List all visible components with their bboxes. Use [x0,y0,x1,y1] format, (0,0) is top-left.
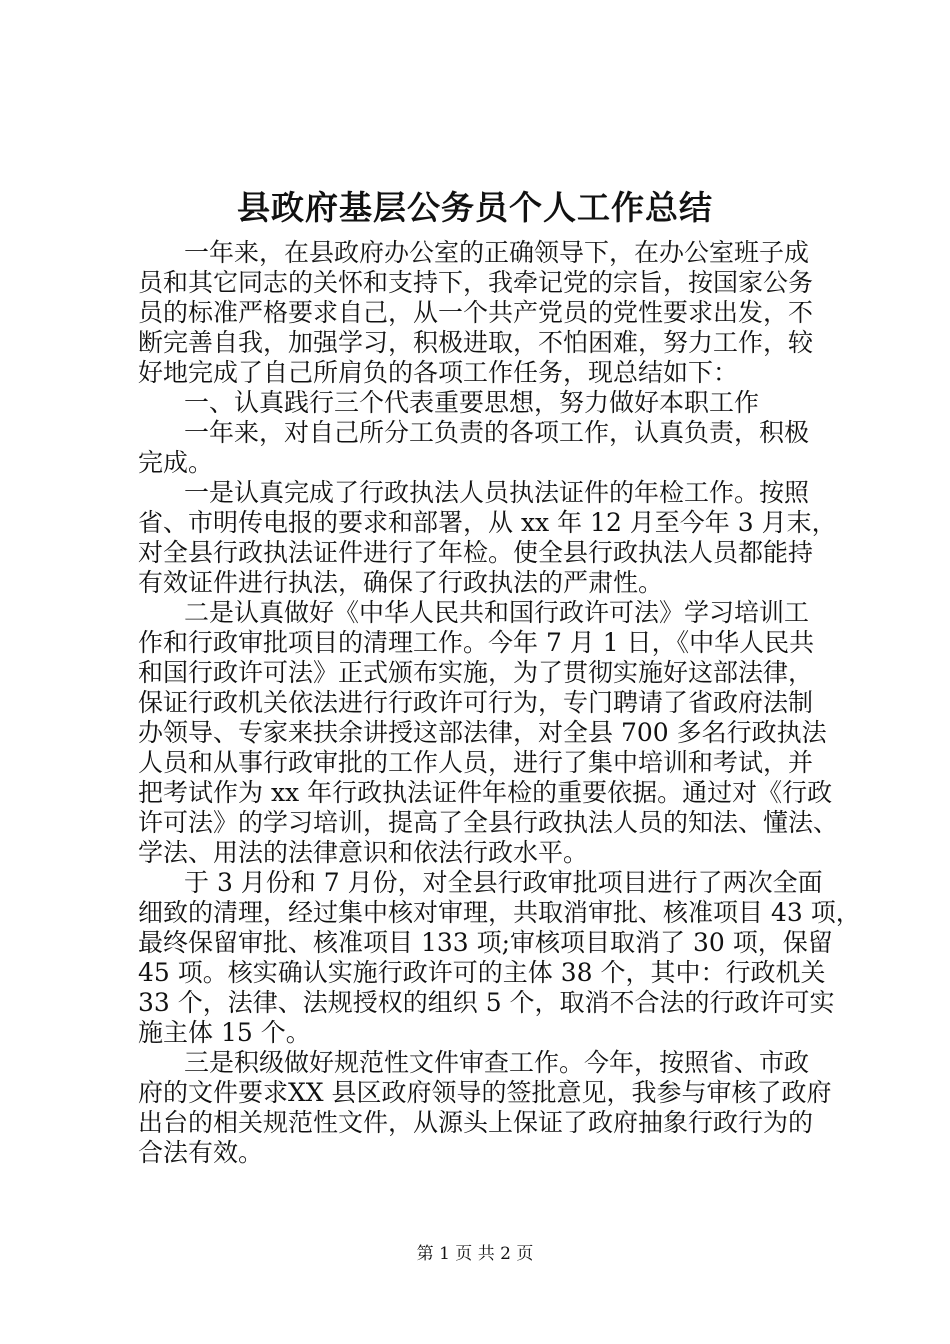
text-line: 断完善自我，加强学习，积极进取，不怕困难，努力工作，较 [138,328,814,357]
document-title: 县政府基层公务员个人工作总结 [237,188,713,227]
text-line: 施主体 15 个。 [138,1018,311,1047]
text-line: 一是认真完成了行政执法人员执法证件的年检工作。按照 [184,478,810,507]
text-line: 出台的相关规范性文件，从源头上保证了政府抽象行政行为的 [138,1108,814,1137]
text-line: 最终保留审批、核准项目 133 项;审核项目取消了 30 项，保留 [138,928,833,957]
text-line: 许可法》的学习培训，提高了全县行政执法人员的知法、懂法、 [138,808,839,837]
text-line: 把考试作为 xx 年行政执法证件年检的重要依据。通过对《行政 [138,778,833,807]
text-line: 合法有效。 [138,1138,264,1167]
text-line: 有效证件进行执法，确保了行政执法的严肃性。 [138,568,664,597]
text-line: 三是积级做好规范性文件审查工作。今年，按照省、市政 [184,1048,810,1077]
text-line: 一年来，在县政府办公室的正确领导下，在办公室班子成 [184,238,810,267]
text-line: 于 3 月份和 7 月份，对全县行政审批项目进行了两次全面 [184,868,823,897]
text-line: 一年来，对自己所分工负责的各项工作，认真负责，积极 [184,418,810,447]
text-line: 员的标准严格要求自己，从一个共产党员的党性要求出发，不 [138,298,814,327]
text-line: 和国行政许可法》正式颁布实施，为了贯彻实施好这部法律， [138,658,814,687]
text-line: 作和行政审批项目的清理工作。今年 7 月 1 日，《中华人民共 [138,628,815,657]
text-line: 完成。 [138,448,214,477]
page-footer: 第 1 页 共 2 页 [416,1244,534,1264]
text-line: 府的文件要求XX 县区政府领导的签批意见，我参与审核了政府 [138,1078,832,1107]
text-line: 45 项。核实确认实施行政许可的主体 38 个，其中：行政机关 [138,958,826,987]
text-line: 细致的清理，经过集中核对审理，共取消审批、核准项目 43 项， [138,898,861,927]
text-line: 一、认真践行三个代表重要思想，努力做好本职工作 [184,388,760,417]
text-line: 33 个，法律、法规授权的组织 5 个，取消不合法的行政许可实 [138,988,835,1017]
text-line: 人员和从事行政审批的工作人员，进行了集中培训和考试，并 [138,748,814,777]
text-line: 省、市明传电报的要求和部署，从 xx 年 12 月至今年 3 月末， [138,508,837,537]
document-body [138,238,861,1168]
text-line: 好地完成了自己所肩负的各项工作任务，现总结如下： [138,358,739,387]
text-line: 二是认真做好《中华人民共和国行政许可法》学习培训工 [184,598,810,627]
text-line: 对全县行政执法证件进行了年检。使全县行政执法人员都能持 [138,538,814,567]
text-line: 学法、用法的法律意识和依法行政水平。 [138,838,589,867]
text-line: 办领导、专家来扶余讲授这部法律，对全县 700 多名行政执法 [138,718,827,747]
text-line: 保证行政机关依法进行行政许可行为，专门聘请了省政府法制 [138,688,814,717]
text-line: 员和其它同志的关怀和支持下，我牵记党的宗旨，按国家公务 [138,268,814,297]
